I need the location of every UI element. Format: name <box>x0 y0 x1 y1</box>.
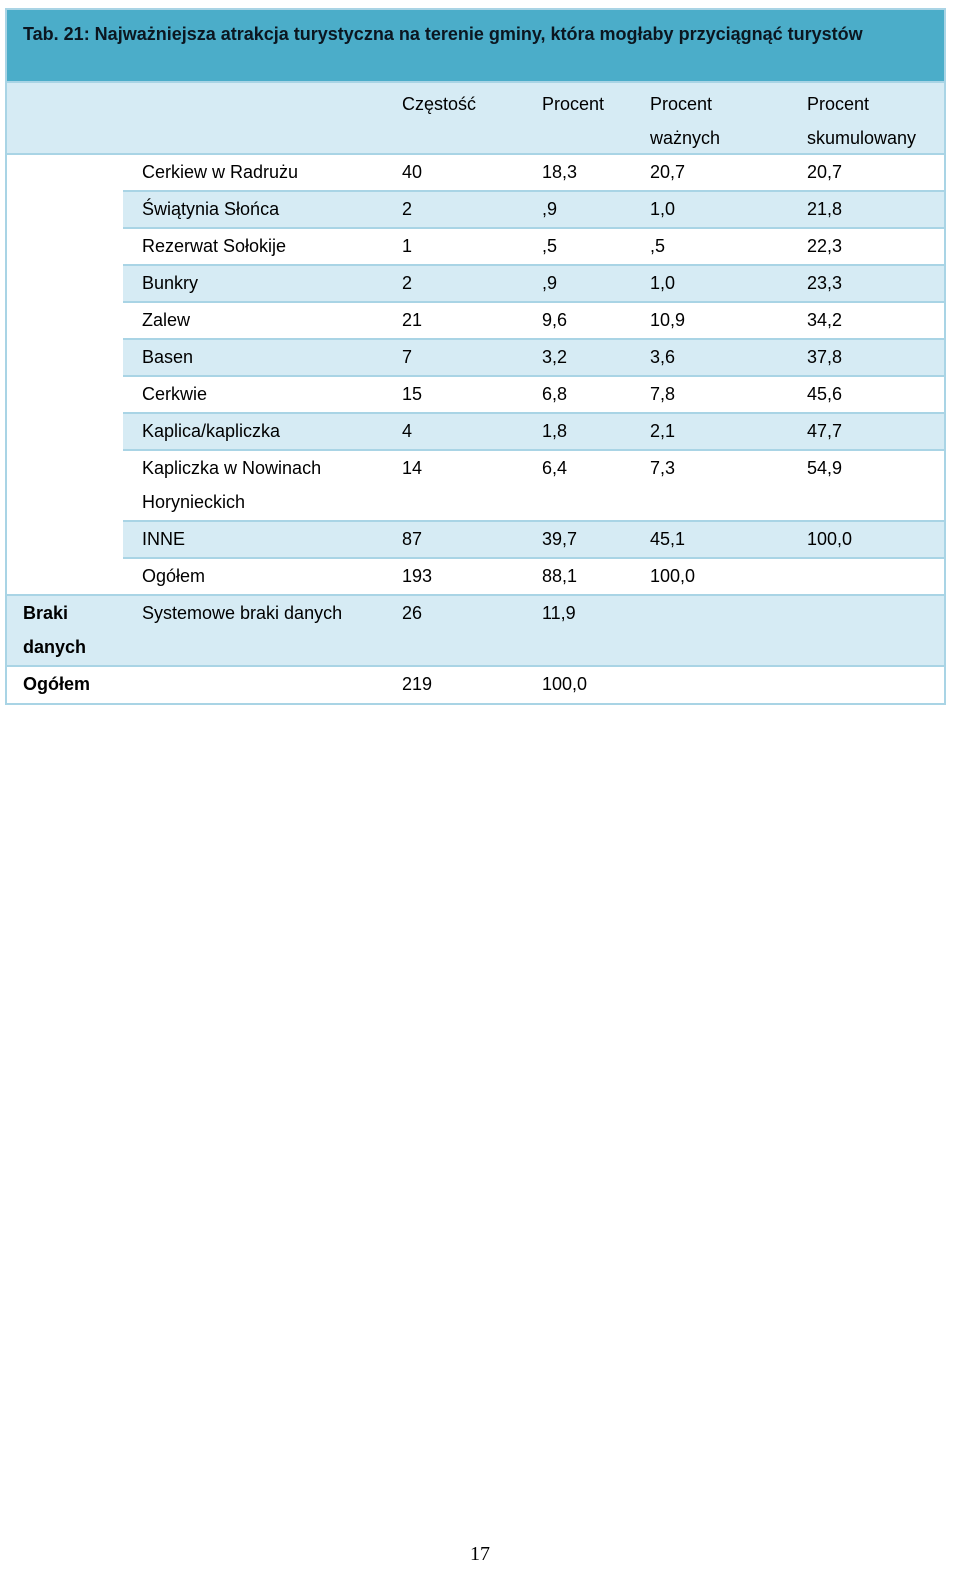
row-cumulative: 22,3 <box>807 236 843 256</box>
table-row <box>123 266 944 303</box>
row-percent: 9,6 <box>542 310 568 330</box>
table-row-valid-total <box>7 559 944 596</box>
row-cumulative: 54,9 <box>807 458 843 478</box>
row-percent: 6,4 <box>542 458 568 478</box>
row-label: Basen <box>142 347 194 367</box>
row-percent: 18,3 <box>542 162 578 182</box>
table-row <box>123 303 944 340</box>
page-number: 17 <box>470 1543 490 1565</box>
row-valid-percent: 1,0 <box>650 199 676 219</box>
row-percent: 6,8 <box>542 384 568 404</box>
header-frequency: Częstość <box>402 94 477 114</box>
row-frequency: 2 <box>402 199 413 219</box>
row-cumulative: 100,0 <box>807 529 853 549</box>
row-label: Zalew <box>142 310 191 330</box>
row-valid-percent: 100,0 <box>650 566 696 586</box>
row-frequency: 87 <box>402 529 423 549</box>
missing-frequency: 26 <box>402 603 423 623</box>
frequency-table <box>5 8 946 705</box>
total-label: Ogółem <box>23 674 91 694</box>
row-valid-percent: 10,9 <box>650 310 686 330</box>
row-valid-percent: 3,6 <box>650 347 676 367</box>
table-row <box>123 451 944 522</box>
total-frequency: 219 <box>402 674 433 694</box>
row-valid-percent: 45,1 <box>650 529 686 549</box>
table-row-missing <box>7 596 944 667</box>
row-percent: 1,8 <box>542 421 568 441</box>
row-percent: 39,7 <box>542 529 578 549</box>
header-cumulative-line1: Procent <box>807 94 870 114</box>
row-percent: ,9 <box>542 273 558 293</box>
row-valid-percent: 1,0 <box>650 273 676 293</box>
row-frequency: 7 <box>402 347 413 367</box>
row-valid-percent: 20,7 <box>650 162 686 182</box>
row-label: Bunkry <box>142 273 199 293</box>
row-percent: ,5 <box>542 236 558 256</box>
table-row <box>123 192 944 229</box>
header-valid-percent-line1: Procent <box>650 94 713 114</box>
missing-percent: 11,9 <box>542 603 576 623</box>
valid-rows-group <box>7 155 944 596</box>
row-frequency: 193 <box>402 566 433 586</box>
row-label: Świątynia Słońca <box>142 199 280 219</box>
row-frequency: 2 <box>402 273 413 293</box>
row-label: Kaplica/kapliczka <box>142 421 281 441</box>
row-percent: 88,1 <box>542 566 578 586</box>
row-cumulative: 21,8 <box>807 199 843 219</box>
table-row <box>123 414 944 451</box>
table-row <box>123 377 944 414</box>
table-row <box>123 522 944 559</box>
table-row-grand-total <box>7 667 944 703</box>
total-percent: 100,0 <box>542 674 588 694</box>
row-cumulative: 37,8 <box>807 347 843 367</box>
table-row <box>123 155 944 192</box>
row-label: Ogółem <box>142 566 206 586</box>
missing-label: Systemowe braki danych <box>142 603 343 623</box>
row-frequency: 15 <box>402 384 423 404</box>
table-title: Tab. 21: Najważniejsza atrakcja turystyczna na terenie gminy, która mogłaby przyciągnąć turystów <box>7 10 944 83</box>
row-frequency: 21 <box>402 310 423 330</box>
row-cumulative: 23,3 <box>807 273 843 293</box>
table-row <box>123 229 944 266</box>
valid-stub-cell <box>7 155 123 593</box>
missing-group-line2: danych <box>23 637 87 657</box>
row-cumulative: 34,2 <box>807 310 843 330</box>
row-label: Rezerwat Sołokije <box>142 236 287 256</box>
row-cumulative: 47,7 <box>807 421 843 441</box>
row-valid-percent: 2,1 <box>650 421 676 441</box>
row-label-line1: Kapliczka w Nowinach <box>142 458 322 478</box>
row-valid-percent: 7,8 <box>650 384 676 404</box>
missing-group-line1: Braki <box>23 603 69 623</box>
row-frequency: 14 <box>402 458 423 478</box>
table-header-row <box>7 83 944 155</box>
row-percent: 3,2 <box>542 347 568 367</box>
row-percent: ,9 <box>542 199 558 219</box>
row-label-line2: Horynieckich <box>142 492 246 512</box>
header-valid-percent-line2: ważnych <box>650 128 721 148</box>
row-cumulative: 20,7 <box>807 162 843 182</box>
row-cumulative: 45,6 <box>807 384 843 404</box>
header-percent: Procent <box>542 94 605 114</box>
row-label: Cerkiew w Radrużu <box>142 162 299 182</box>
header-cumulative-line2: skumulowany <box>807 128 917 148</box>
row-label: INNE <box>142 529 186 549</box>
row-frequency: 40 <box>402 162 423 182</box>
row-frequency: 1 <box>402 236 413 256</box>
row-valid-percent: 7,3 <box>650 458 676 478</box>
row-frequency: 4 <box>402 421 413 441</box>
row-valid-percent: ,5 <box>650 236 666 256</box>
row-label: Cerkwie <box>142 384 208 404</box>
table-row <box>123 340 944 377</box>
